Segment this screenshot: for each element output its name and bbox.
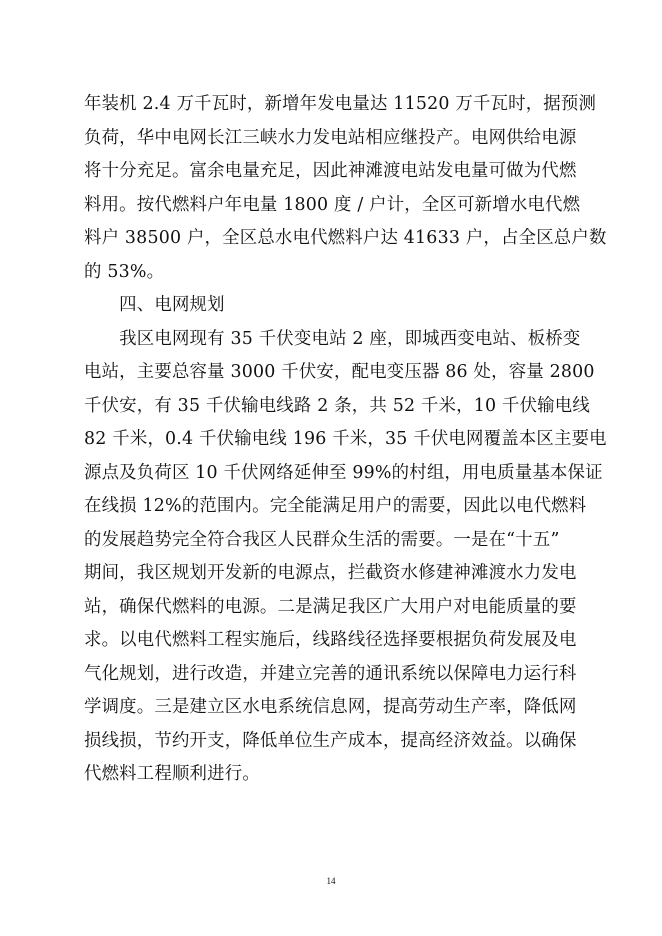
text-line: 年装机 2.4 万千瓦时，新增年发电量达 11520 万千瓦时，据预测 [84, 94, 597, 114]
text-line: 气化规划，进行改造，并建立完善的通讯系统以保障电力运行科 [84, 663, 577, 684]
text-line: 源点及负荷区 10 千伏网络延伸至 99%的村组，用电质量基本保证 [84, 462, 603, 483]
text-line: 学调度。三是建立区水电系统信息网，提高劳动生产率，降低网 [84, 697, 577, 717]
text-line: 我区电网现有 35 千伏变电站 2 座，即城西变电站、板桥变 [84, 328, 581, 349]
body-text [84, 88, 607, 792]
text-line: 在线损 12%的范围内。完全能满足用户的需要，因此以电代燃料 [84, 496, 587, 516]
text-line: 站，确保代燃料的电源。二是满足我区广大用户对电能质量的要 [84, 596, 577, 617]
page-number: 14 [326, 876, 336, 886]
text-line: 的发展趋势完全符合我区人民群众生活的需要。一是在“十五” [84, 529, 560, 550]
text-line: 代燃料工程顺利进行。 [84, 764, 260, 784]
text-line: 负荷，华中电网长江三峡水力发电站相应继投产。电网供给电源 [84, 127, 577, 148]
text-line: 电站，主要总容量 3000 千伏安，配电变压器 86 处，容量 2800 [84, 362, 595, 382]
text-line: 料用。按代燃料户年电量 1800 度 / 户计，全区可新增水电代燃 [84, 194, 581, 215]
text-line: 损线损，节约开支，降低单位生产成本，提高经济效益。以确保 [84, 730, 577, 751]
text-line: 82 千米，0.4 千伏输电线 196 千米，35 千伏电网覆盖本区主要电 [84, 429, 607, 449]
text-line: 的 53%。 [84, 261, 165, 282]
text-line: 千伏安，有 35 千伏输电线路 2 条，共 52 千米，10 千伏输电线 [84, 395, 590, 416]
text-line: 期间，我区规划开发新的电源点，拦截资水修建神滩渡水力发电 [84, 563, 577, 583]
section-heading: 四、电网规划 [84, 295, 225, 315]
text-line: 将十分充足。富余电量充足，因此神滩渡电站发电量可做为代燃 [84, 161, 577, 181]
text-line: 料户 38500 户，全区总水电代燃料户达 41633 户，占全区总户数 [84, 228, 607, 248]
text-line: 求。以电代燃料工程实施后，线路线径选择要根据负荷发展及电 [84, 630, 577, 650]
